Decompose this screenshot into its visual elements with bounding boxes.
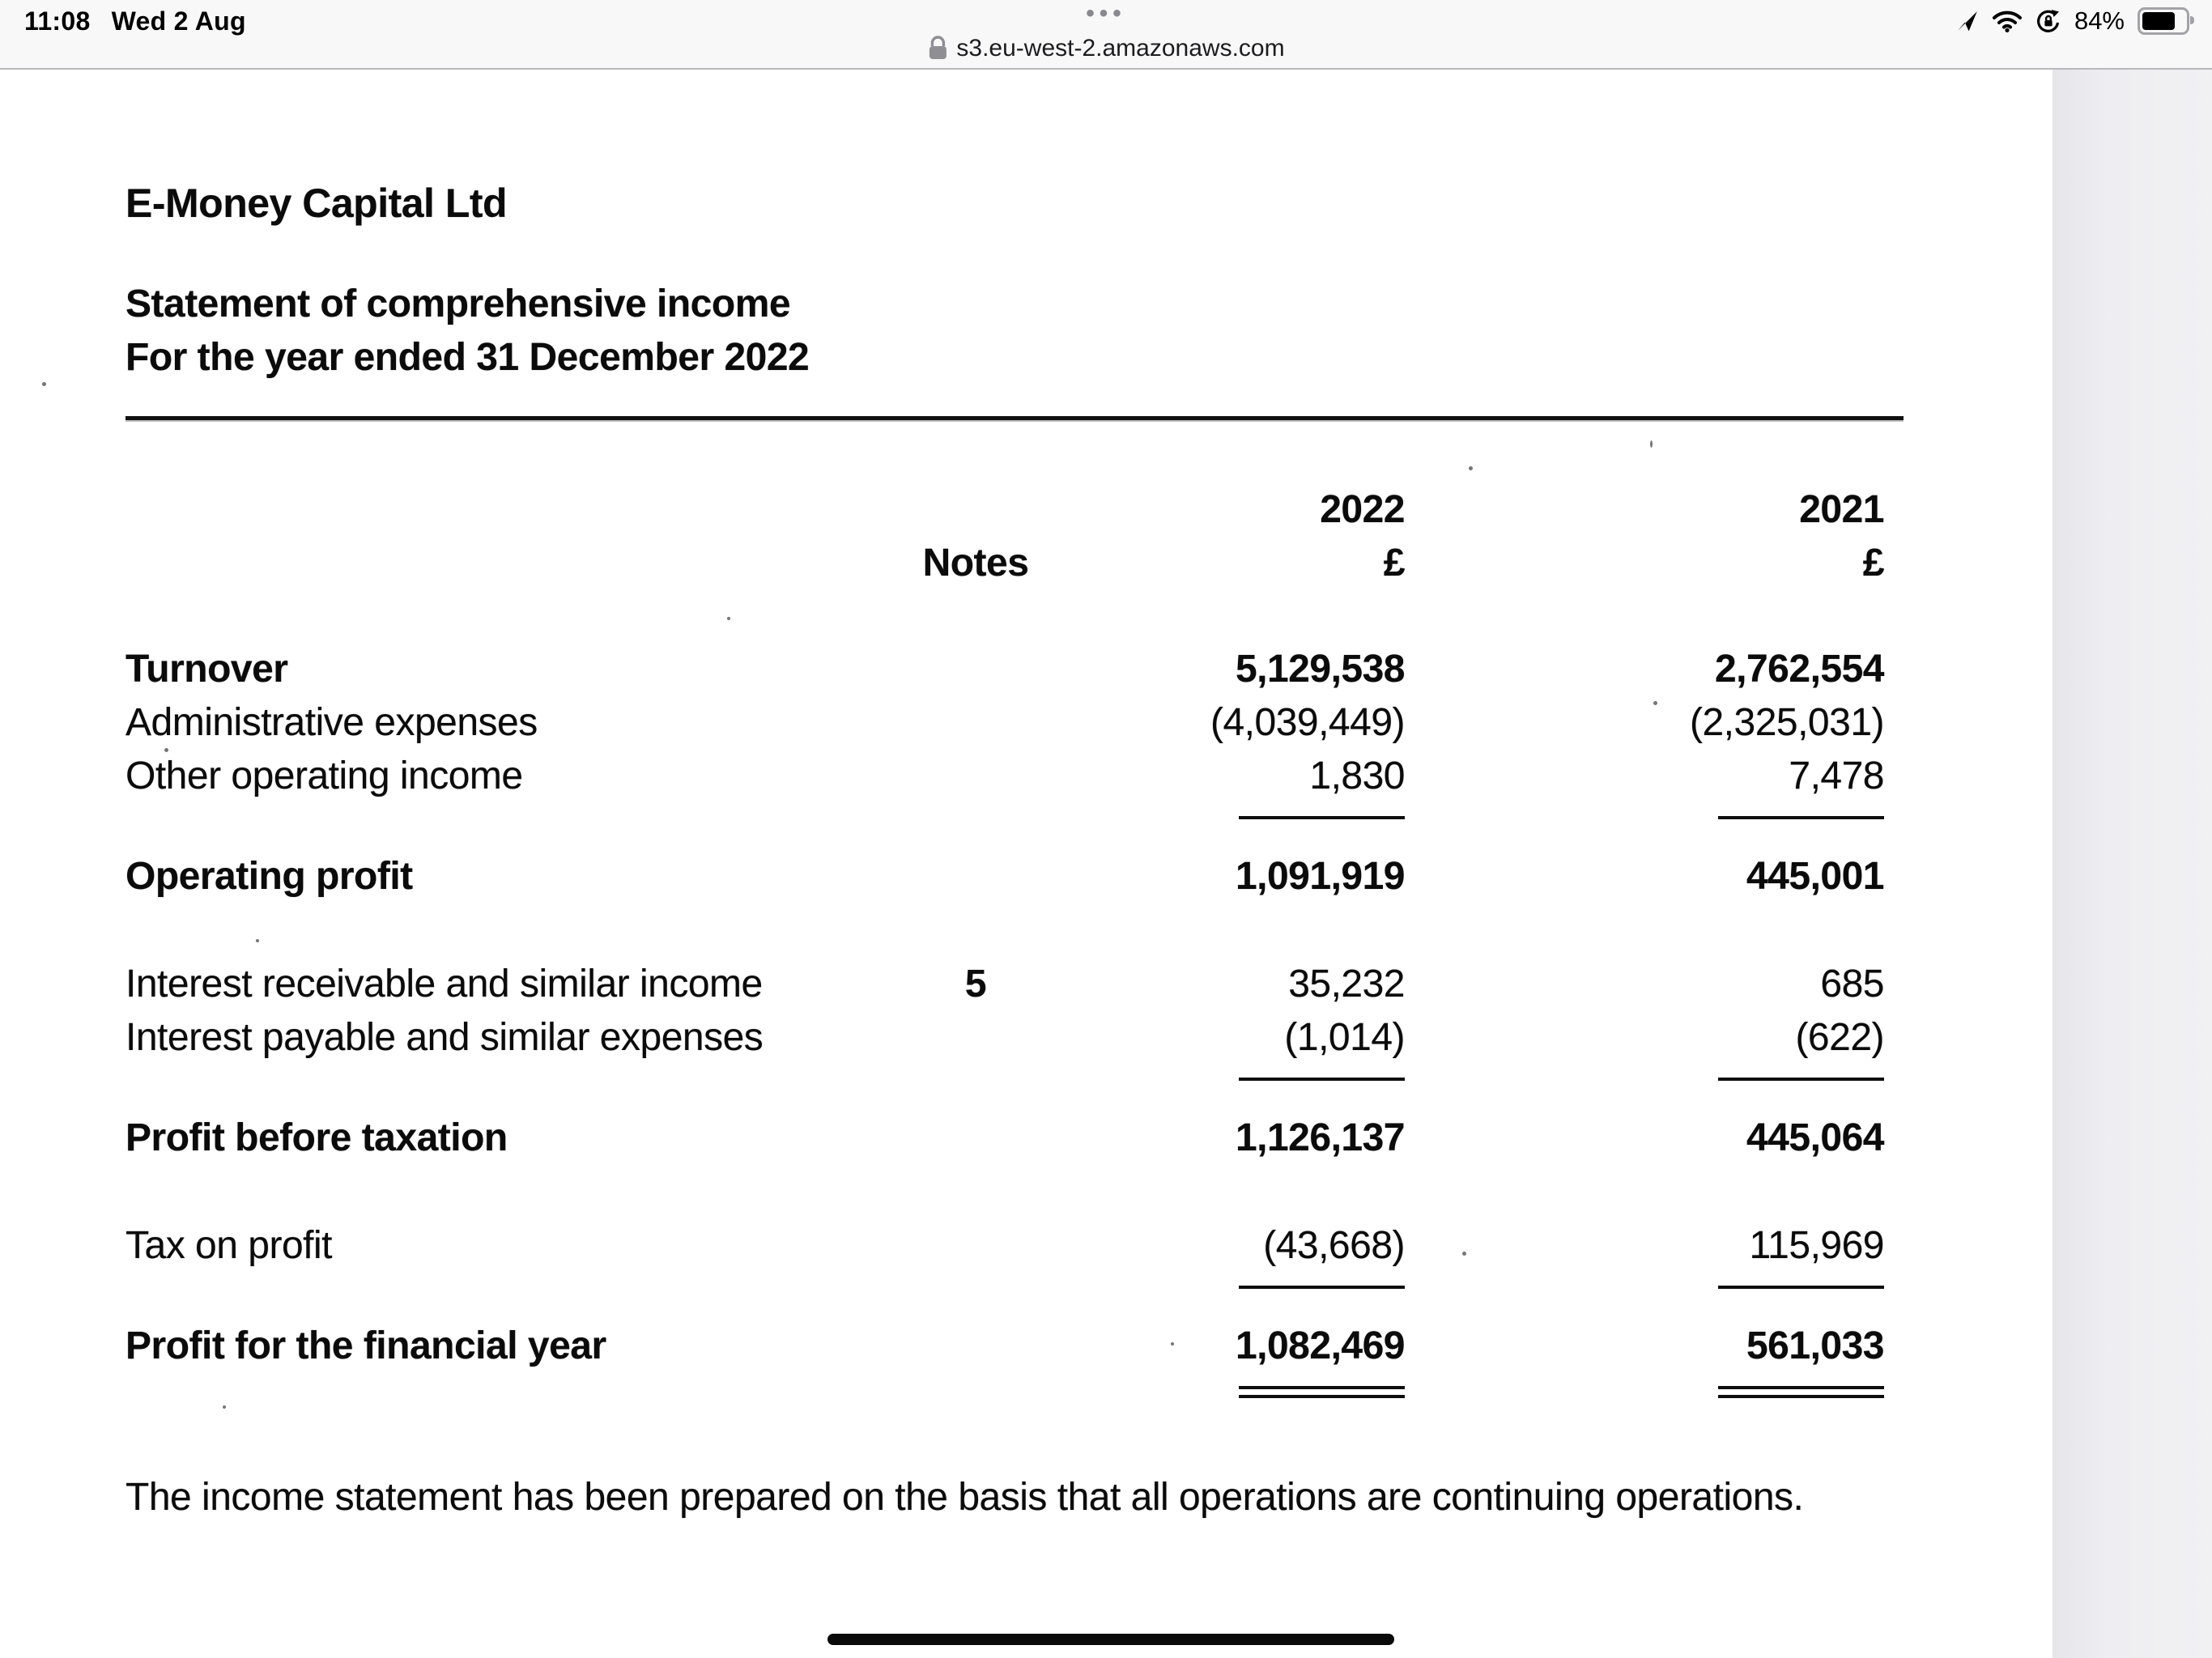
company-name: E-Money Capital Ltd [125,181,508,226]
scan-artifact [42,382,46,386]
row-value-2022: 1,082,469 [1235,1324,1405,1367]
row-note [915,697,1036,750]
statement-title: Statement of comprehensive income [125,283,791,325]
rule-cell [1405,1286,1884,1289]
web-content [0,68,2212,1658]
row-value-2022: 35,232 [1288,963,1405,1005]
scan-artifact [164,748,168,752]
row-value-2021: 445,064 [1746,1116,1884,1159]
rule-cell [1036,1386,1405,1398]
statement-period: For the year ended 31 December 2022 [125,336,810,379]
row-value-2022: (1,014) [1284,1016,1405,1059]
row-label: Other operating income [125,755,523,797]
row-note [915,1112,1036,1166]
total-rule-row [125,1078,1884,1081]
row-value-2022: (4,039,449) [1210,701,1405,744]
table-row [125,851,1884,904]
rule-cell [1405,1386,1884,1398]
row-value-2021: 2,762,554 [1714,648,1884,691]
currency-header-2022: £ [1383,542,1405,585]
row-value-2021: 7,478 [1789,755,1884,797]
total-underline [1239,1078,1405,1081]
row-note [915,1012,1036,1065]
row-label: Tax on profit [125,1224,332,1267]
table-row [125,959,1884,1012]
row-value-2021: (2,325,031) [1689,701,1884,744]
row-note [915,1320,1036,1374]
notes-column-header: Notes [922,542,1029,585]
header-rule [125,416,1904,420]
scan-artifact [727,617,730,620]
row-note [915,750,1036,804]
spacer [125,1286,915,1289]
row-value-2022: 1,830 [1309,755,1405,797]
row-label: Interest receivable and similar income [125,963,763,1005]
spacer [915,1078,1036,1081]
tab-overview-dots[interactable]: ••• [1086,0,1126,27]
status-bar-left [24,6,246,36]
total-rule-row [125,816,1884,819]
rule-cell [1036,1078,1405,1081]
scan-artifact [1469,466,1473,470]
total-underline [1718,1386,1884,1389]
spacer [915,1386,1036,1398]
status-date: Wed 2 Aug [111,6,246,36]
table-row [125,644,1884,697]
scan-artifact [1462,1252,1466,1256]
income-table [125,484,1884,1430]
total-rule-row [125,1286,1884,1289]
table-row [125,750,1884,804]
row-note [915,1220,1036,1273]
total-underline [1239,1286,1405,1289]
total-underline [1239,1386,1405,1389]
total-underline [1718,816,1884,819]
row-note [915,644,1036,697]
row-value-2021: 115,969 [1749,1224,1884,1267]
padlock-icon [927,36,948,62]
grand-total-rule-row [125,1386,1884,1398]
pdf-document-page[interactable] [0,68,2052,1658]
currency-header-2021: £ [1862,542,1884,585]
safari-top-bar [0,0,2212,70]
row-value-2022: 1,091,919 [1235,855,1405,898]
wifi-icon [1992,10,2023,32]
rule-cell [1036,1286,1405,1289]
row-label: Profit before taxation [125,1116,508,1159]
row-value-2021: 445,001 [1746,855,1884,898]
table-row [125,1112,1884,1166]
spacer [125,1386,915,1398]
status-bar-right [1956,5,2189,37]
table-rows [125,644,1884,1398]
table-row [125,1220,1884,1273]
row-value-2021: 685 [1820,963,1884,1005]
row-label: Operating profit [125,855,413,898]
table-currency-header-row [125,538,1884,591]
table-year-header-row [125,484,1884,538]
address-bar[interactable] [927,32,1284,65]
row-label: Turnover [125,648,288,691]
row-label: Profit for the financial year [125,1324,606,1367]
row-value-2022: 1,126,137 [1235,1116,1405,1159]
rule-cell [1036,816,1405,819]
continuing-operations-note: The income statement has been prepared on the basis that all operations are continuing operations. [125,1476,1804,1519]
address-url: s3.eu-west-2.amazonaws.com [956,35,1285,62]
scan-artifact [1171,1342,1174,1346]
spacer [915,1286,1036,1289]
table-row [125,1012,1884,1065]
clock: 11:08 [24,6,91,36]
spacer [125,1078,915,1081]
scan-artifact [1650,440,1653,448]
location-arrow-icon [1956,10,1979,32]
row-note: 5 [964,963,987,1005]
scan-artifact [1653,701,1657,705]
column-header-2021: 2021 [1799,488,1884,531]
row-label: Interest payable and similar expenses [125,1016,764,1059]
scan-artifact [223,1405,226,1409]
total-underline [1718,1078,1884,1081]
rule-cell [1405,1078,1884,1081]
spacer [915,816,1036,819]
column-header-2022: 2022 [1320,488,1405,531]
total-underline [1718,1286,1884,1289]
orientation-lock-icon [2035,8,2061,34]
row-value-2021: 561,033 [1746,1324,1884,1367]
battery-percent: 84% [2074,6,2125,35]
row-label: Administrative expenses [125,701,538,744]
table-row [125,1320,1884,1374]
spacer [125,816,915,819]
battery-icon [2138,7,2189,35]
rule-cell [1405,816,1884,819]
total-underline [1718,1395,1884,1398]
viewer-background [2051,68,2212,1658]
row-value-2022: (43,668) [1263,1224,1405,1267]
row-value-2021: (622) [1795,1016,1884,1059]
row-note [915,851,1036,904]
total-underline [1239,816,1405,819]
scan-artifact [256,939,259,942]
table-row [125,697,1884,750]
total-underline [1239,1395,1405,1398]
home-indicator[interactable] [827,1634,1394,1645]
row-value-2022: 5,129,538 [1235,648,1405,691]
